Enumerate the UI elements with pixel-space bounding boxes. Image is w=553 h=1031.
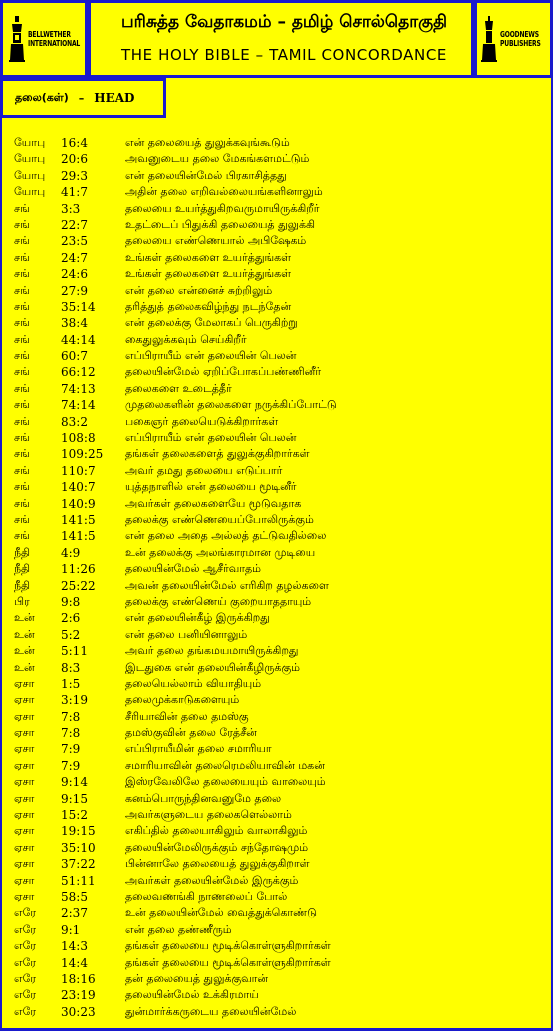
list-item xyxy=(14,168,544,184)
list-item xyxy=(14,299,544,315)
list-item xyxy=(14,381,544,397)
entry-reference: 27:9 xyxy=(61,283,88,298)
entry-reference: 140:9 xyxy=(61,496,96,511)
entry-reference: 3:3 xyxy=(61,201,81,216)
entry-book: சங் xyxy=(14,217,30,231)
list-item xyxy=(14,758,544,774)
entry-text: உங்கள் தலைகளை உயர்த்துங்கள் xyxy=(125,250,292,264)
entry-book: எரே xyxy=(14,906,37,920)
entry-reference: 74:13 xyxy=(61,381,96,396)
entry-book: எரே xyxy=(14,922,37,936)
entry-reference: 23:5 xyxy=(61,234,88,249)
list-item xyxy=(14,250,544,266)
entry-book: எரே xyxy=(14,1004,37,1018)
list-item xyxy=(14,971,544,987)
list-item xyxy=(14,938,544,954)
entry-text: தலையின்மேல் ஆசீர்வாதம் xyxy=(125,562,261,576)
list-item xyxy=(14,955,544,971)
list-item xyxy=(14,873,544,889)
entry-reference: 140:7 xyxy=(61,480,96,495)
entry-text: உன் தலைக்கு அலங்காரமான முடியை xyxy=(125,545,316,559)
entry-reference: 108:8 xyxy=(61,431,96,446)
list-item xyxy=(14,512,544,528)
list-item xyxy=(14,774,544,790)
entry-reference: 9:15 xyxy=(61,791,88,806)
list-item xyxy=(14,676,544,692)
topic-separator: – xyxy=(78,91,85,105)
entry-text: அவன் தலையின்மேல் எரிகிற தழல்களை xyxy=(125,578,329,592)
entry-reference: 29:3 xyxy=(61,168,88,183)
entry-reference: 25:22 xyxy=(61,578,96,593)
entry-book: சங் xyxy=(14,414,30,428)
entry-text: என் தலையைத் துலுக்கவுங்கூடும் xyxy=(125,136,290,149)
entry-reference: 14:3 xyxy=(61,939,88,954)
entry-book: எரே xyxy=(14,955,37,969)
entry-text: தலைமுக்காடுகளையும் xyxy=(125,693,240,707)
entry-reference: 7:8 xyxy=(61,709,81,724)
entry-book: ஏசா xyxy=(14,873,35,887)
entry-reference: 20:6 xyxy=(61,152,88,167)
entry-reference: 60:7 xyxy=(61,349,88,364)
entry-text: தலைகளை உடைத்தீர் xyxy=(125,381,232,395)
list-item xyxy=(14,446,544,462)
entry-text: தங்கள் தலையை மூடிக்கொள்ளுகிறார்கள் xyxy=(125,939,331,953)
entry-book: உன் xyxy=(14,627,35,641)
entry-reference: 110:7 xyxy=(61,463,96,478)
entry-book: ஏசா xyxy=(14,758,35,772)
entry-text: என் தலைக்கு மேலாகப் பெருகிற்று xyxy=(125,316,298,330)
entry-book: பிர xyxy=(14,594,30,608)
entry-book: ஏசா xyxy=(14,676,35,690)
list-item xyxy=(14,348,544,364)
list-item xyxy=(14,397,544,413)
entry-text: பின்னாலே தலையைத் துலுக்குகிறாள் xyxy=(125,857,310,871)
entry-book: சங் xyxy=(14,496,30,510)
list-item xyxy=(14,578,544,594)
entry-book: ஏசா xyxy=(14,775,35,789)
entry-book: சங் xyxy=(14,250,30,264)
entry-reference: 35:14 xyxy=(61,299,96,314)
entry-book: நீதி xyxy=(14,545,31,559)
entry-book: சங் xyxy=(14,529,30,543)
entry-text: தலைவணங்கி நாணலைப் போல் xyxy=(125,889,288,903)
entry-text: தங்கள் தலைகளைத் துலுக்குகிறார்கள் xyxy=(125,447,310,461)
entry-book: ஏசா xyxy=(14,693,35,707)
entry-text: எப்பிராயீம் என் தலையின் பெலன் xyxy=(125,349,297,363)
list-item xyxy=(14,184,544,200)
entry-reference: 9:8 xyxy=(61,594,81,609)
entry-book: ஏசா xyxy=(14,742,35,756)
entry-text: தலையெல்லாம் வியாதியும் xyxy=(125,676,262,690)
entry-reference: 30:23 xyxy=(61,1004,96,1019)
logo-left-line2: INTERNATIONAL xyxy=(28,39,81,48)
entry-text: தலையின்மேலிருக்கும் சந்தோஷமும் xyxy=(125,840,309,854)
entry-text: அவர்கள் தலைகளையே மூடுவதாக xyxy=(125,496,302,510)
entry-reference: 2:37 xyxy=(61,906,88,921)
entry-reference: 9:1 xyxy=(61,922,81,937)
entry-book: சங் xyxy=(14,283,30,297)
list-item xyxy=(14,840,544,856)
list-item xyxy=(14,791,544,807)
entry-book: உன் xyxy=(14,611,35,625)
list-item xyxy=(14,823,544,839)
entry-text: துன்மார்க்கருடைய தலையின்மேல் xyxy=(125,1004,297,1018)
entry-text: எப்பிராயீம் என் தலையின் பெலன் xyxy=(125,431,297,445)
list-item xyxy=(14,364,544,380)
entry-book: சங் xyxy=(14,463,30,477)
entry-book: சங் xyxy=(14,381,30,395)
entry-reference: 9:14 xyxy=(61,775,88,790)
entry-text: அதின் தலை எறிவல்லையங்களினாலும் xyxy=(125,185,323,199)
entry-book: நீதி xyxy=(14,578,31,592)
entry-reference: 18:16 xyxy=(61,971,96,986)
entry-reference: 23:19 xyxy=(61,988,96,1003)
entry-book: நீதி xyxy=(14,562,31,576)
entry-book: உன் xyxy=(14,644,35,658)
entry-reference: 7:8 xyxy=(61,726,81,741)
entry-reference: 4:9 xyxy=(61,545,81,560)
entry-book: ஏசா xyxy=(14,709,35,723)
entry-reference: 2:6 xyxy=(61,611,81,626)
list-item xyxy=(14,905,544,921)
entry-book: யோபு xyxy=(14,136,46,149)
list-item xyxy=(14,233,544,249)
entry-book: சங் xyxy=(14,332,30,346)
goodnews-logo xyxy=(474,0,553,78)
entry-text: தலையை எண்ணெயால் அபிஷேகம் xyxy=(125,234,307,248)
entry-text: அவர்கள் தலையின்மேல் இருக்கும் xyxy=(125,873,299,887)
entry-reference: 24:7 xyxy=(61,250,88,265)
entry-text: தலைக்கு எண்ணெயைப்போலிருக்கும் xyxy=(125,512,314,526)
entry-text: எப்பிராயீமின் தலை சமாரியா xyxy=(125,742,272,756)
bellwether-logo-text xyxy=(28,30,80,48)
entry-book: எரே xyxy=(14,988,37,1002)
list-item xyxy=(14,725,544,741)
list-item xyxy=(14,463,544,479)
entry-reference: 74:14 xyxy=(61,398,96,413)
entry-text: என் தலை தண்ணீரும் xyxy=(125,922,232,936)
entry-book: உன் xyxy=(14,660,35,674)
entry-book: சங் xyxy=(14,480,30,494)
list-item xyxy=(14,610,544,626)
entry-text: முதலைகளின் தலைகளை நருக்கிப்போட்டு xyxy=(125,398,337,412)
list-item xyxy=(14,643,544,659)
entry-reference: 5:11 xyxy=(61,644,88,659)
entry-reference: 66:12 xyxy=(61,365,96,380)
entry-book: யோபு xyxy=(14,168,46,182)
entry-text: அவனுடைய தலை மேகங்களமட்டும் xyxy=(125,152,310,166)
entry-book: ஏசா xyxy=(14,824,35,838)
entry-text: தங்கள் தலையை மூடிக்கொள்ளுகிறார்கள் xyxy=(125,955,331,969)
entry-book: ஏசா xyxy=(14,889,35,903)
list-item xyxy=(14,889,544,905)
entry-book: ஏசா xyxy=(14,840,35,854)
entry-text: அவர் தமது தலையை எடுப்பார் xyxy=(125,463,283,477)
entry-reference: 38:4 xyxy=(61,316,88,331)
entry-reference: 8:3 xyxy=(61,660,81,675)
entry-text: என் தலை என்னைச் சுற்றிலும் xyxy=(125,283,273,297)
entry-reference: 5:2 xyxy=(61,627,81,642)
entry-book: ஏசா xyxy=(14,808,35,822)
entry-text: தலையின்மேல் உக்கிரமாய் xyxy=(125,988,259,1002)
entry-book: எரே xyxy=(14,939,37,953)
entry-book: சங் xyxy=(14,447,30,461)
logo-right-line2: PUBLISHERS xyxy=(500,39,541,48)
entry-reference: 22:7 xyxy=(61,217,88,232)
entry-reference: 3:19 xyxy=(61,693,88,708)
title-box xyxy=(88,0,474,78)
entry-book: ஏசா xyxy=(14,726,35,740)
entry-book: சங் xyxy=(14,398,30,412)
entry-reference: 1:5 xyxy=(61,676,81,691)
entry-text: சீரியாவின் தலை தமஸ்கு xyxy=(125,709,249,723)
list-item xyxy=(14,479,544,495)
list-item xyxy=(14,660,544,676)
list-item xyxy=(14,496,544,512)
entry-text: உங்கள் தலைகளை உயர்த்துங்கள் xyxy=(125,267,292,281)
entry-reference: 7:9 xyxy=(61,758,81,773)
entry-book: சங் xyxy=(14,201,30,215)
entry-text: அவர்களுடைய தலைகளெல்லாம் xyxy=(125,808,292,822)
entry-text: என் தலை அதை அல்லத் தட்டுவதில்லை xyxy=(125,529,327,543)
topic-english: HEAD xyxy=(94,91,135,105)
title-english: THE HOLY BIBLE – TAMIL CONCORDANCE xyxy=(120,46,448,64)
entry-reference: 83:2 xyxy=(61,414,88,429)
entry-text: சமாரியாவின் தலைரெமலியாவின் மகன் xyxy=(125,758,325,772)
entry-reference: 16:4 xyxy=(61,136,88,150)
title-tamil: பரிசுத்த வேதாகமம் – தமிழ் சொல்தொகுதி xyxy=(120,12,448,32)
list-item xyxy=(14,151,544,167)
list-item xyxy=(14,561,544,577)
entry-text: என் தலை பனியினாலும் xyxy=(125,627,248,641)
concordance-list xyxy=(14,135,544,1020)
list-item xyxy=(14,266,544,282)
entry-reference: 44:14 xyxy=(61,332,96,347)
entry-text: எகிப்தில் தலையாகிலும் வாலாகிலும் xyxy=(125,824,308,838)
entry-text: பகைஞர் தலையெடுக்கிறார்கள் xyxy=(125,414,279,428)
bellwether-logo xyxy=(0,0,88,78)
entry-text: என் தலையின்கீழ் இருக்கிறது xyxy=(125,611,270,625)
entry-book: சங் xyxy=(14,316,30,330)
list-item xyxy=(14,283,544,299)
entry-book: சங் xyxy=(14,234,30,248)
list-item xyxy=(14,741,544,757)
entry-reference: 141:5 xyxy=(61,529,96,544)
entry-text: தலைக்கு எண்ணெய் குறையாததாயும் xyxy=(125,594,312,608)
entry-text: தரித்துத் தலைகவிழ்ந்து நடந்தேன் xyxy=(125,299,292,313)
entry-book: சங் xyxy=(14,512,30,526)
entry-book: சங் xyxy=(14,431,30,445)
entry-reference: 19:15 xyxy=(61,824,96,839)
entry-text: கனம்பொருந்தினவனுமே தலை xyxy=(125,791,282,805)
entry-book: சங் xyxy=(14,299,30,313)
entry-text: இஸ்ரவேலிலே தலையையும் வாலையும் xyxy=(125,775,326,789)
logo-left-line1: BELLWETHER xyxy=(28,30,71,39)
entry-text: தமஸ்குவின் தலை ரேத்சீன் xyxy=(125,726,257,740)
list-item xyxy=(14,545,544,561)
list-item xyxy=(14,135,544,151)
tower-icon xyxy=(481,16,497,62)
list-item xyxy=(14,201,544,217)
entry-reference: 24:6 xyxy=(61,267,88,282)
list-item xyxy=(14,430,544,446)
entry-reference: 58:5 xyxy=(61,889,88,904)
left-border xyxy=(0,118,2,1031)
entry-text: தலையின்மேல் ஏறிப்போகப்பண்ணினீர் xyxy=(125,365,322,379)
list-item xyxy=(14,709,544,725)
entry-reference: 109:25 xyxy=(61,447,104,462)
goodnews-logo-text xyxy=(500,30,541,48)
list-item xyxy=(14,332,544,348)
topic-tamil: தலை(கள்) xyxy=(15,90,69,104)
entry-reference: 37:22 xyxy=(61,857,96,872)
entry-reference: 15:2 xyxy=(61,808,88,823)
entry-reference: 41:7 xyxy=(61,185,88,200)
entry-text: தன் தலையைத் துலுக்குவான் xyxy=(125,971,269,985)
entry-book: யோபு xyxy=(14,152,46,166)
list-item xyxy=(14,987,544,1003)
entry-reference: 11:26 xyxy=(61,562,96,577)
entry-reference: 141:5 xyxy=(61,512,96,527)
entry-text: கைதுலுக்கவும் செய்கிறீர் xyxy=(125,332,247,346)
entry-text: இடதுகை என் தலையின்கீழிருக்கும் xyxy=(125,660,301,674)
entry-text: அவர் தலை தங்கமயமாயிருக்கிறது xyxy=(125,644,299,658)
entry-book: சங் xyxy=(14,365,30,379)
entry-reference: 7:9 xyxy=(61,742,81,757)
entry-reference: 35:10 xyxy=(61,840,96,855)
logo-right-line1: GOODNEWS xyxy=(500,30,539,39)
topic-heading xyxy=(0,78,166,118)
list-item xyxy=(14,217,544,233)
list-item xyxy=(14,594,544,610)
list-item xyxy=(14,627,544,643)
entry-book: சங் xyxy=(14,349,30,363)
list-item xyxy=(14,414,544,430)
entry-text: யுத்தநாளில் என் தலையை மூடினீர் xyxy=(125,480,297,494)
list-item xyxy=(14,315,544,331)
entry-reference: 51:11 xyxy=(61,873,96,888)
list-item xyxy=(14,528,544,544)
entry-reference: 14:4 xyxy=(61,955,88,970)
entry-text: உதட்டைப் பிதுக்கி தலையைத் துலுக்கி xyxy=(125,217,315,231)
entry-text: என் தலையின்மேல் பிரகாசித்தது xyxy=(125,168,287,182)
entry-book: ஏசா xyxy=(14,791,35,805)
entry-text: தலையை உயர்த்துகிறவருமாயிருக்கிறீர் xyxy=(125,201,320,215)
entry-text: உன் தலையின்மேல் வைத்துக்கொண்டு xyxy=(125,906,317,920)
list-item xyxy=(14,807,544,823)
entry-book: ஏசா xyxy=(14,857,35,871)
entry-book: யோபு xyxy=(14,185,46,199)
list-item xyxy=(14,922,544,938)
entry-book: எரே xyxy=(14,971,37,985)
list-item xyxy=(14,856,544,872)
list-item xyxy=(14,1004,544,1020)
entry-book: சங் xyxy=(14,267,30,281)
list-item xyxy=(14,692,544,708)
bell-tower-icon xyxy=(9,16,25,62)
